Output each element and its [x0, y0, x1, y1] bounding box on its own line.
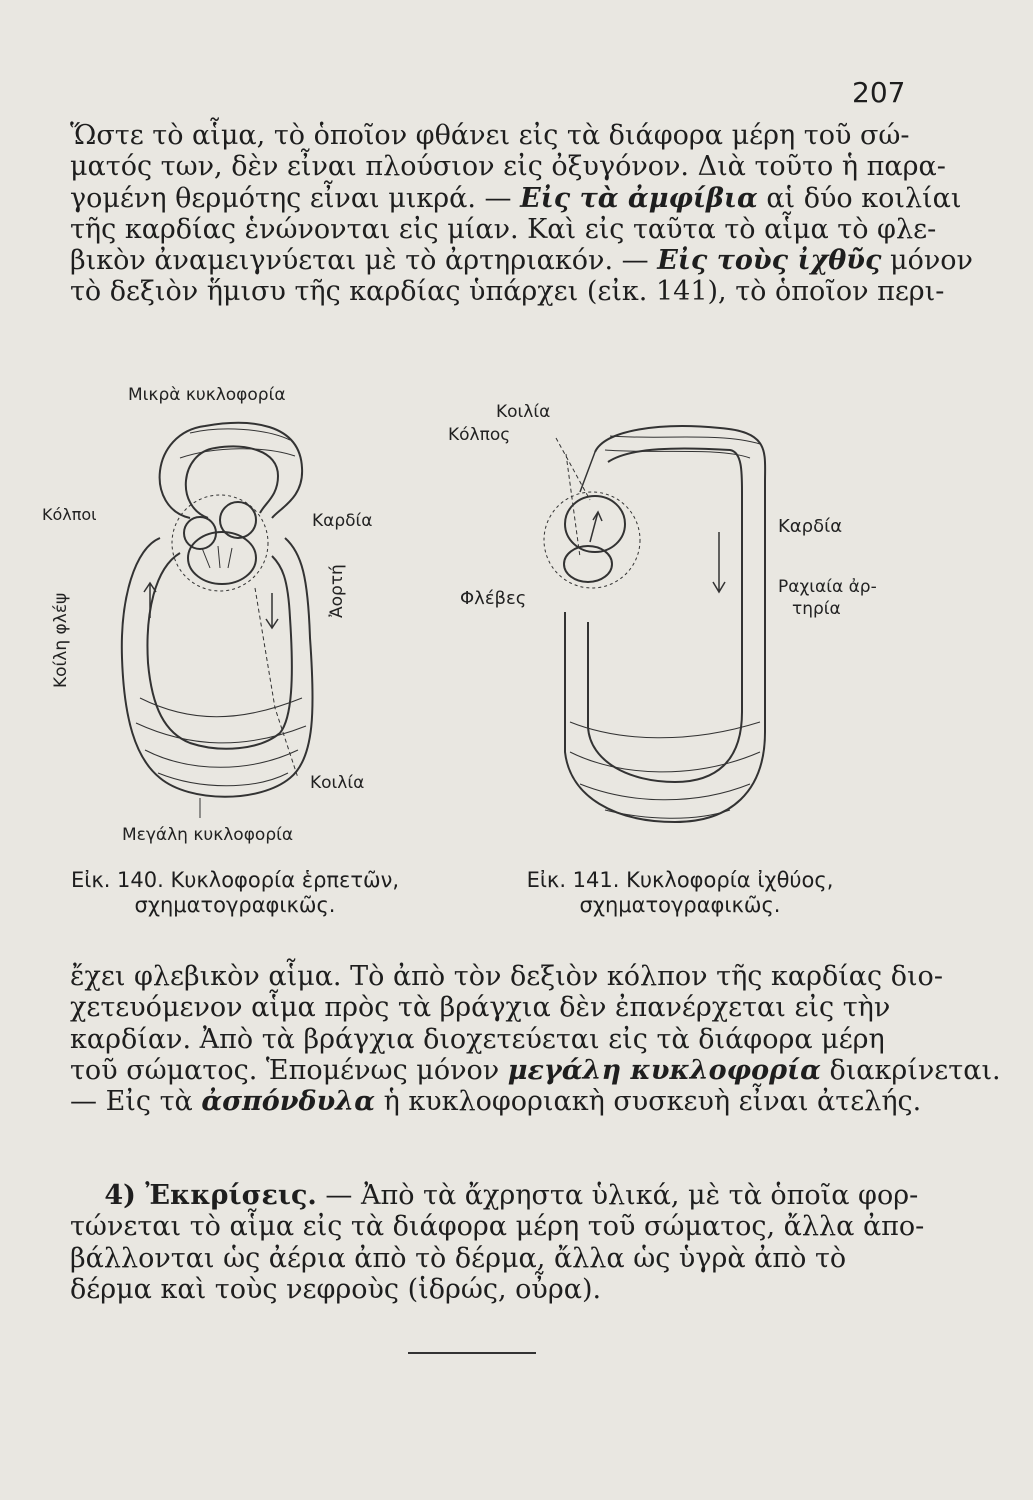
section-heading-excretions: 4) Ἐκκρίσεις. [104, 1180, 317, 1211]
fig141-label-flebes: Φλέβες [460, 588, 527, 609]
p1-line-5-a: βικὸν ἀναμειγνύεται μὲ τὸ ἀρτηριακόν. — [70, 245, 658, 277]
p3-line-4: δέρμα καὶ τοὺς νεφροὺς (ἱδρώς, οὖρα). [70, 1273, 602, 1305]
p1-line-1: Ὥστε τὸ αἷμα, τὸ ὁποῖον φθάνει εἰς τὰ διάφορα μέρη τοῦ σώ- [70, 120, 910, 151]
paragraph-2 [70, 961, 1001, 1118]
p2-line-5-b: ἡ κυκλοφοριακὴ συσκευὴ εἶναι ἀτελής. [375, 1086, 922, 1118]
p1-line-3-a: γομένη θερμότης εἶναι μικρά. — [70, 182, 521, 214]
p1-line-3-b: αἱ δύο κοιλίαι [757, 182, 962, 214]
p2-line-1: ἔχει φλεβικὸν αἷμα. Τὸ ἀπὸ τὸν δεξιὸν κόλπον τῆς καρδίας διο- [70, 961, 943, 992]
fig140-ventricle [188, 532, 256, 584]
section-divider [408, 1352, 536, 1354]
caption-141-line-1: Εἰκ. 141. Κυκλοφορία ἰχθύος, [526, 868, 834, 892]
fig141-drawing [544, 426, 765, 822]
caption-140-line-2: σχηματογραφικῶς. [134, 893, 336, 917]
paragraph-3 [70, 1180, 925, 1305]
fig140-label-koilia: Κοιλία [310, 773, 365, 793]
figure-140-reptile-circulation [40, 378, 440, 848]
fig140-label-kardia: Καρδία [312, 511, 373, 531]
fig140-label-great-circulation: Μεγάλη κυκλοφορία [122, 825, 294, 845]
p1-line-2: ματός των, δὲν εἶναι πλούσιον εἰς ὀξυγόνον. Διὰ τοῦτο ἡ παρα- [70, 151, 946, 183]
p1-line-4: τῆς καρδίας ἑνώνονται εἰς μίαν. Καὶ εἰς ταῦτα τὸ αἷμα τὸ φλε- [70, 213, 937, 245]
p1-line-5 [70, 245, 973, 277]
fig140-great-circulation-inner [147, 553, 291, 749]
caption-140-line-1: Εἰκ. 140. Κυκλοφορία ἑρπετῶν, [70, 868, 400, 892]
p3-line-2: τώνεται τὸ αἷμα εἰς τὰ διάφορα μέρη τοῦ σώματος, ἄλλα ἀπο- [70, 1211, 925, 1243]
p2-line-4 [70, 1054, 1001, 1086]
p1-line-6: τὸ δεξιὸν ἥμισυ τῆς καρδίας ὑπάρχει (εἰκ. 141), τὸ ὁποῖον περι- [70, 276, 945, 308]
caption-figure-141 [480, 868, 880, 918]
caption-141-line-2: σχηματογραφικῶς. [579, 893, 781, 917]
p3-line-3: βάλλονται ὡς ἀέρια ἀπὸ τὸ δέρμα, ἄλλα ὡς ὑγρὰ ἀπὸ τὸ [70, 1242, 847, 1274]
fig141-label-rachiaia-1: Ραχιαία ἀρ- [778, 577, 877, 597]
fig141-label-koilia: Κοιλία [496, 402, 551, 422]
p1-line-5-b: μόνον [881, 245, 973, 277]
p2-line-4-a: τοῦ σώματος. Ἑπομένως μόνον [70, 1054, 508, 1086]
term-amphibia: Εἰς τὰ ἀμφίβια [520, 182, 758, 214]
figure-141-fish-circulation [430, 392, 900, 852]
p3-line-1 [70, 1180, 919, 1211]
p2-line-3: καρδίαν. Ἀπὸ τὰ βράγχια διοχετεύεται εἰς τὰ διάφορα μέρη [70, 1023, 885, 1055]
fig140-label-aorti: Ἀορτή [327, 564, 347, 618]
p3-line-1-b: — Ἀπὸ τὰ ἄχρηστα ὑλικά, μὲ τὰ ὁποῖα φορ- [316, 1180, 919, 1211]
fig141-heart-outline [544, 492, 640, 588]
p2-line-2: χετευόμενον αἷμα πρὸς τὰ βράγχια δὲν ἐπανέρχεται εἰς τὴν [70, 992, 891, 1024]
fig141-label-rachiaia-2: τηρία [792, 599, 841, 619]
fig140-small-circulation-inner [186, 446, 278, 518]
fig141-label-kolpos: Κόλπος [448, 425, 511, 445]
fig140-label-small-circulation: Μικρὰ κυκλοφορία [128, 385, 286, 405]
p1-line-3 [70, 182, 962, 214]
fig140-label-koili-fleps: Κοίλη φλέψ [51, 592, 71, 688]
p2-line-4-b: διακρίνεται. [820, 1054, 1001, 1086]
page-number: 207 [852, 76, 906, 109]
paragraph-1 [70, 120, 973, 308]
term-invertebrates: ἀσπόνδυλα [201, 1086, 375, 1118]
fig140-label-kolpoi: Κόλποι [42, 505, 97, 524]
p2-line-5-a: — Εἰς τὰ [70, 1086, 202, 1118]
fig140-drawing [122, 423, 313, 818]
term-fish: Εἰς τοὺς ἰχθῦς [657, 245, 882, 277]
p2-line-5 [70, 1086, 922, 1118]
caption-figure-140 [40, 868, 430, 918]
term-great-circulation: μεγάλη κυκλοφορία [507, 1054, 821, 1086]
fig141-label-kardia: Καρδία [778, 516, 843, 537]
